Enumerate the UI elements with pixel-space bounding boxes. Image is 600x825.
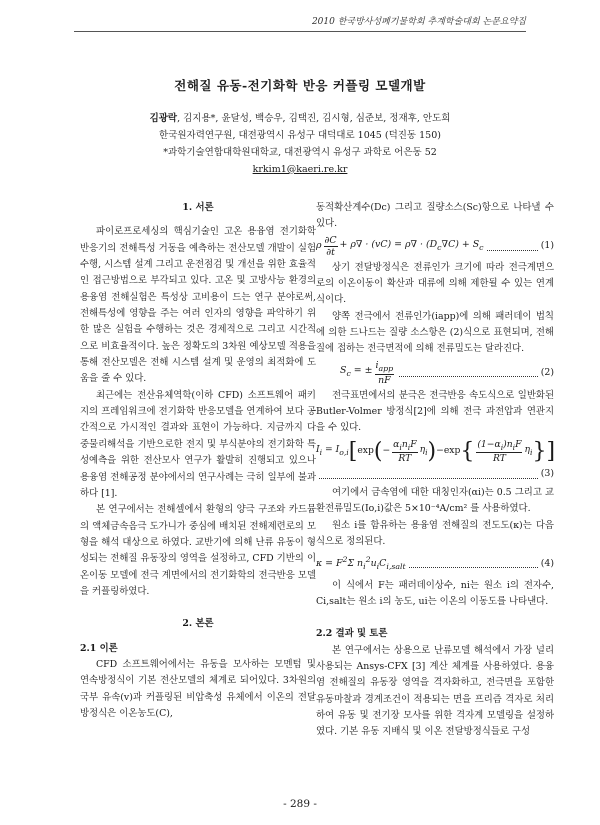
- page-number: - 289 -: [283, 798, 317, 810]
- affiliation-2: *과학기술연합대학원대학교, 대전광역시 유성구 과학로 어은동 52: [163, 147, 437, 158]
- section-heading-body: 2. 본론: [182, 618, 214, 630]
- running-head: 2010 한국방사성폐기물학회 추계학술대회 논문요약집: [311, 17, 526, 27]
- paragraph: 양쪽 전극에서 전류인가(iapp)에 의해 패러데이 법칙에 의한 드나드는 질량 소스항은 (2)식으로 표현되며, 전해질에 접하는 전극면적에 의해 전류밀도는 달라진다.: [316, 310, 554, 355]
- paper-title: 전해질 유동-전기화학 반응 커플링 모델개발: [174, 78, 426, 93]
- right-column: [316, 200, 554, 741]
- equation-3-number-row: [316, 466, 554, 482]
- header-rule: [74, 31, 526, 32]
- paragraph: 이 식에서 F는 패러데이상수, ni는 원소 i의 전자수, Ci,salt는 원소 i의 농도, ui는 이온의 이동도를 나타낸다.: [316, 579, 554, 607]
- first-author: 김광락: [149, 113, 178, 124]
- equation-number: (3): [540, 468, 554, 480]
- co-authors: , 김지용*, 윤달성, 백승우, 김택진, 김시형, 심준보, 정재후, 안도희: [177, 113, 451, 124]
- paragraph: 본 연구에서는 전해셀에서 환형의 양극 구조와 카드뮴의 액체금속음극 도가니가 중심에 배치된 전해제련로의 모형을 해석 대상으로 하였다. 교반기에 의해 난류 유동이 형성되는 전해질 유동장의 영역을 설정하고, CFD 기반의 이온이동 모델에 전극 계면에서의 전기화학의 전극반응 모델을 커플링하였다.: [80, 504, 316, 597]
- subsection-heading-theory: 2.1 이론: [80, 642, 118, 654]
- paragraph: 파이로프로세싱의 핵심기술인 고온 용융염 전기화학반응기의 전해특성 거동을 예측하는 전산모델 개발이 실험 수행, 시스템 설계 그리고 운전점검 및 개선을 위한 효율적인 접근방법으로 부각되고 있다. 고온 및 고방사능 환경의 용융염 전해실험은 특성상 고비용이 드는 연구 분야로써, 전해특성에 영향을 주는 여러 인자의 영향을 파악하기 위한 많은 실험을 수행하는 것은 경제적으로 그리고 시간적으로 비효율적이다. 높은 정확도의 3차원 예상모델 적용을 통해 전산모델은 전해 시스템 설계 및 운영의 최적화에 도움을 줄 수 있다.: [80, 226, 316, 385]
- paragraph: 상기 전달방정식은 전류인가 크기에 따라 전극계면으로의 이온이동이 확산과 대류에 의해 제한될 수 있는 연계식이다.: [316, 261, 554, 306]
- affiliation-1: 한국원자력연구원, 대전광역시 유성구 대덕대로 1045 (덕진동 150): [159, 130, 441, 141]
- equation-1: ρ $\frac{\partial C}{\partial t}$ + $\rho\nabla \cdot (vC) = \rho\nabla \cdot (D_c\nabla C) + S_c$ (1): [316, 234, 554, 258]
- equation-number: (4): [540, 557, 554, 569]
- equation-2: $S_c$ = ± $\frac{i_{app}}{nF}$ (2): [340, 359, 554, 386]
- equation-3: $I_i = I_{o,i}$ [ exp ( − $\frac{\alpha_in_iF}{RT}$ $\eta_i$ ) − exp { $\frac{(1-\alpha_i)n_iF}{RT}$ $\eta_i$ }]: [316, 438, 556, 465]
- equation-number: (1): [540, 240, 554, 252]
- equation-number: (2): [540, 366, 554, 378]
- left-column: [80, 200, 316, 722]
- paragraph: 동적확산계수(Dc) 그리고 질량소스(Sc)항으로 나타낼 수 있다.: [316, 202, 554, 230]
- paragraph: 원소 i를 함유하는 용융염 전해질의 전도도(κ)는 다음 식으로 정의된다.: [316, 519, 554, 547]
- paragraph: 본 연구에서는 상용으로 난류모델 해석에서 가장 널리 사용되는 Ansys-CFX [3] 계산 체계를 사용하였다. 용융염 전해질의 유동장 영역을 격자화하고, 전극면을 포함한 유동마찰과 경계조건이 적용되는 면을 프리즘 격자로 처리하여 유동 및 전기장 모사를 위한 격자계 모델링을 설정하였다. 기본 유동 지배식 및 이온 전달방정식들로 구성: [316, 644, 554, 738]
- equation-4: $\kappa = F^2\Sigma$ $n_i^2u_iC_{i,salt}$ (4): [316, 555, 554, 572]
- author-block: [0, 110, 600, 178]
- section-heading-intro: 1. 서론: [182, 202, 214, 213]
- paragraph: CFD 소프트웨어에서는 유동을 모사하는 모멘텀 및 연속방정식이 기본 전산모델의 체계로 되어있다. 3차원의 국부 유속(v)과 커플링된 비압축성 유체에서 이온의 전달방정식은 이온농도(C),: [80, 658, 316, 719]
- paragraph: 여기에서 금속염에 대한 대칭인자(αi)는 0.5 그리고 교환전류밀도(Io,i)값은 5×10⁻⁴A/cm² 를 사용하였다.: [316, 486, 554, 515]
- paragraph: 최근에는 전산유체역학(이하 CFD) 소프트웨어 패키지의 프레임워크에 전기화학 반응모델을 연계하여 보다 공간적으로 가시적인 결과와 표현이 가능하다. 지금까지 다중물리해석을 기반으로한 전지 및 부식분야의 전기화학 특성예측을 위한 전산모사 연구가 활발히 진행되고 있으나 용융염 전해공정 분야에서의 연구사례는 극히 일부에 불과하다 [1].: [80, 389, 316, 499]
- paragraph: 전극표면에서의 분극은 전극반응 속도식으로 일반화된 Butler-Volmer 방정식[2]에 의해 전극 과전압과 연관지을 수 있다.: [316, 389, 554, 434]
- author-names: [0, 110, 600, 127]
- author-email[interactable]: krkim1@kaeri.re.kr: [252, 164, 348, 175]
- subsection-heading-results: 2.2 결과 및 토론: [316, 628, 388, 640]
